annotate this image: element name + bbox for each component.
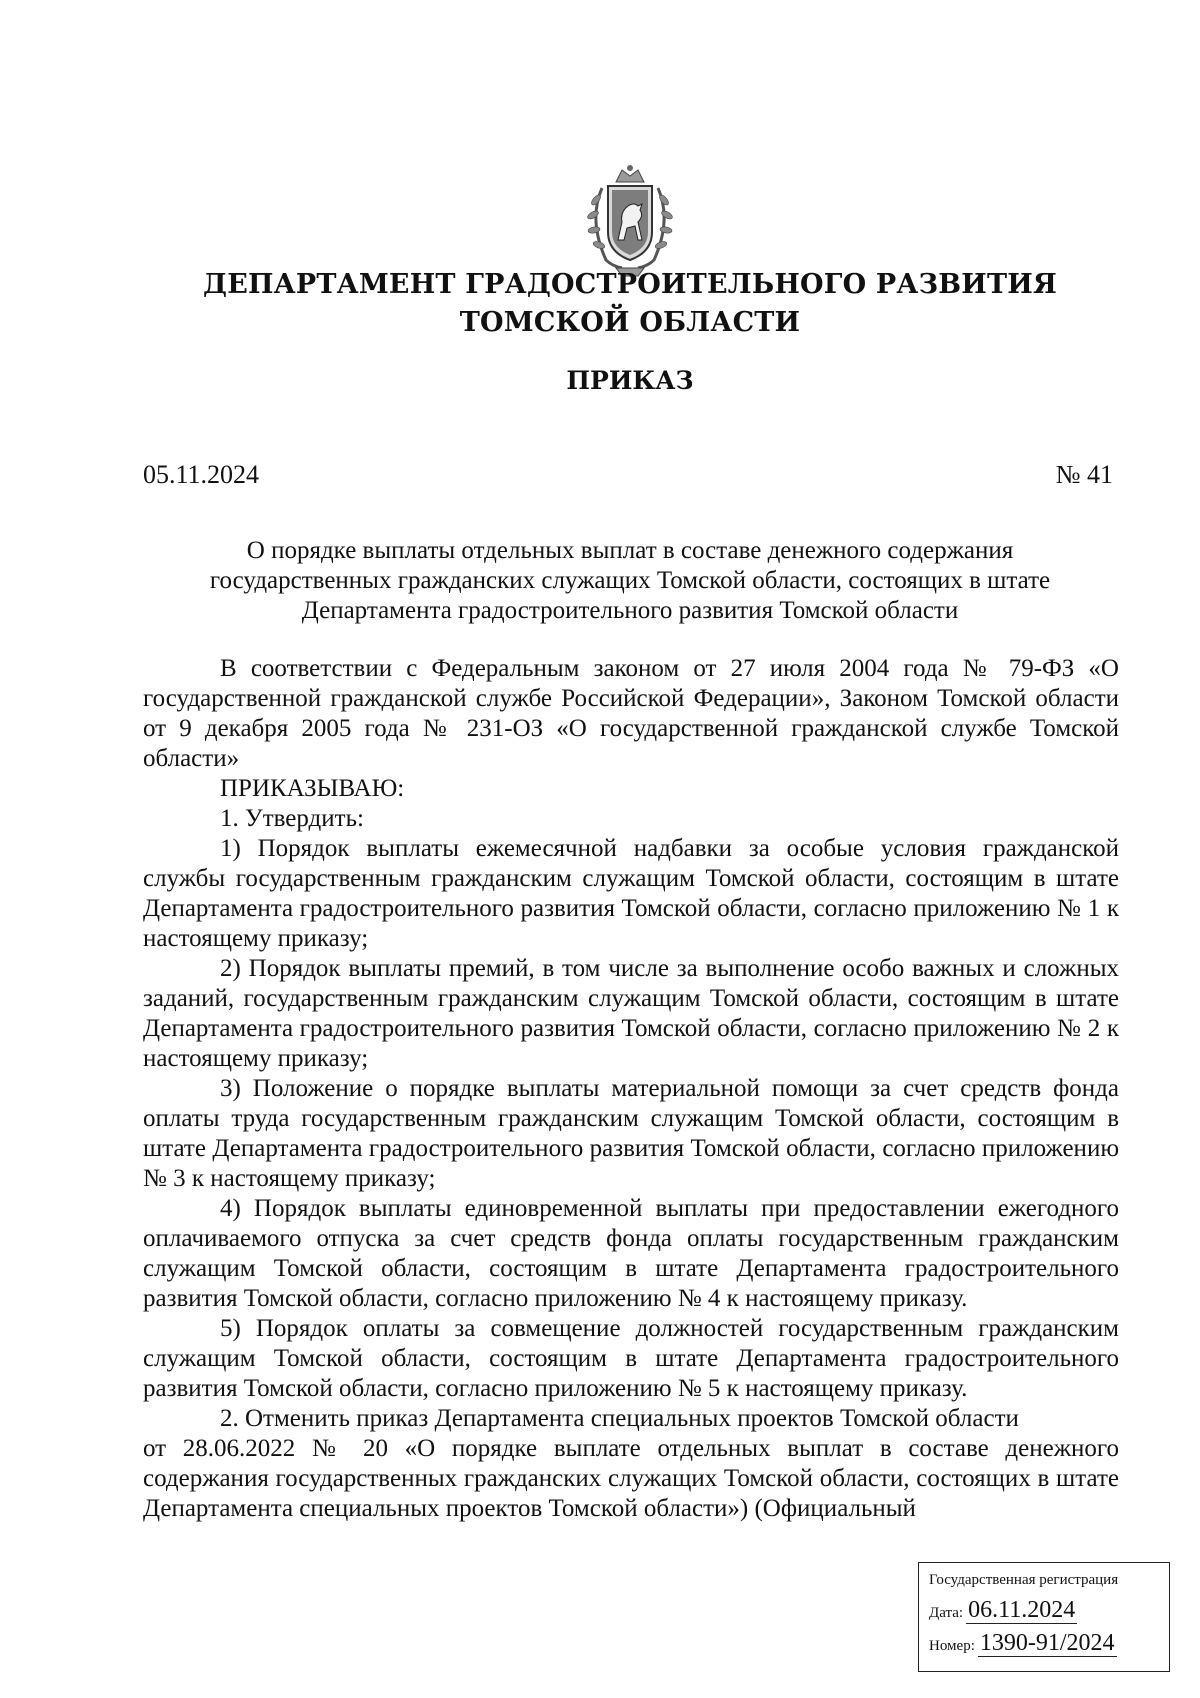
subitem-3: 3) Положение о порядке выплаты материальной помощи за счет средств фонда оплаты труда государственным гражданским служащим Томской области, состоящим в штате Департамента градостроительного развития Томской области, согласно приложению № 3 к настоящему приказу;: [143, 1075, 1119, 1192]
document-date: 05.11.2024: [143, 460, 260, 489]
registration-stamp: [918, 1562, 1170, 1672]
item-2-first-line: 2. Отменить приказ Департамента специальных проектов Томской области: [220, 1405, 1019, 1432]
organization-title-line2: ТОМСКОЙ ОБЛАСТИ: [459, 307, 801, 338]
registration-date-line: [929, 1597, 1159, 1624]
order-word: ПРИКАЗЫВАЮ:: [220, 775, 405, 802]
preamble-paragraph: В соответствии с Федеральным законом от 27 июля 2004 года № 79-ФЗ «О государственной гражданской службе Российской Федерации», Законом Томской области от 9 декабря 2005 года № 231-ОЗ «О государственной гражданской службе Томской области»: [143, 655, 1119, 772]
registration-date-label: Дата:: [929, 1605, 964, 1621]
subject-line: О порядке выплаты отдельных выплат в составе денежного содержания: [246, 537, 1014, 564]
subject-line: Департамента градостроительного развития Томской области: [301, 597, 959, 624]
document-number: № 41: [1055, 460, 1113, 489]
document-body: [143, 654, 1119, 1524]
registration-date-value: 06.11.2024: [968, 1597, 1076, 1623]
document-meta: [143, 458, 1113, 492]
document-type: ПРИКАЗ: [566, 366, 694, 395]
organization-title: [150, 266, 1110, 342]
subject-line: государственных гражданских служащих Томской области, состоящих в штате: [209, 567, 1051, 594]
registration-number-label: Номер:: [929, 1638, 975, 1654]
registration-number-line: [929, 1630, 1159, 1657]
subitem-1: 1) Порядок выплаты ежемесячной надбавки за особые условия гражданской службы государственным гражданским служащим Томской области, состоящим в штате Департамента градостроительного развития Томской области, согласно приложению № 1 к настоящему приказу;: [143, 835, 1119, 952]
item-1-title: 1. Утвердить:: [220, 805, 364, 832]
item-2-continuation: от 28.06.2022 № 20 «О порядке выплате отдельных выплат в составе денежного содержания государственных гражданских служащих Томской области, состоящих в штате Департамента специальных проектов Томской области») (Официальный: [143, 1435, 1119, 1522]
registration-number-value: 1390-91/2024: [979, 1630, 1115, 1656]
document-subject: [160, 536, 1100, 626]
registration-title: Государственная регистрация: [929, 1572, 1119, 1588]
subitem-5: 5) Порядок оплаты за совмещение должностей государственным гражданским служащим Томской области, состоящим в штате Департамента градостроительного развития Томской области, согласно приложению № 5 к настоящему приказу.: [143, 1315, 1119, 1402]
subitem-2: 2) Порядок выплаты премий, в том числе за выполнение особо важных и сложных заданий, государственным гражданским служащим Томской области, состоящим в штате Департамента градостроительного развития Томской области, согласно приложению № 2 к настоящему приказу;: [143, 955, 1119, 1072]
organization-title-line1: ДЕПАРТАМЕНТ ГРАДОСТРОИТЕЛЬНОГО РАЗВИТИЯ: [202, 269, 1058, 300]
tomsk-coat-of-arms-icon: [572, 160, 688, 280]
subitem-4: 4) Порядок выплаты единовременной выплаты при предоставлении ежегодного оплачиваемого отпуска за счет средств фонда оплаты государственным гражданским служащим Томской области, состоящим в штате Департамента градостроительного развития Томской области, согласно приложению № 4 к настоящему приказу.: [143, 1195, 1119, 1312]
